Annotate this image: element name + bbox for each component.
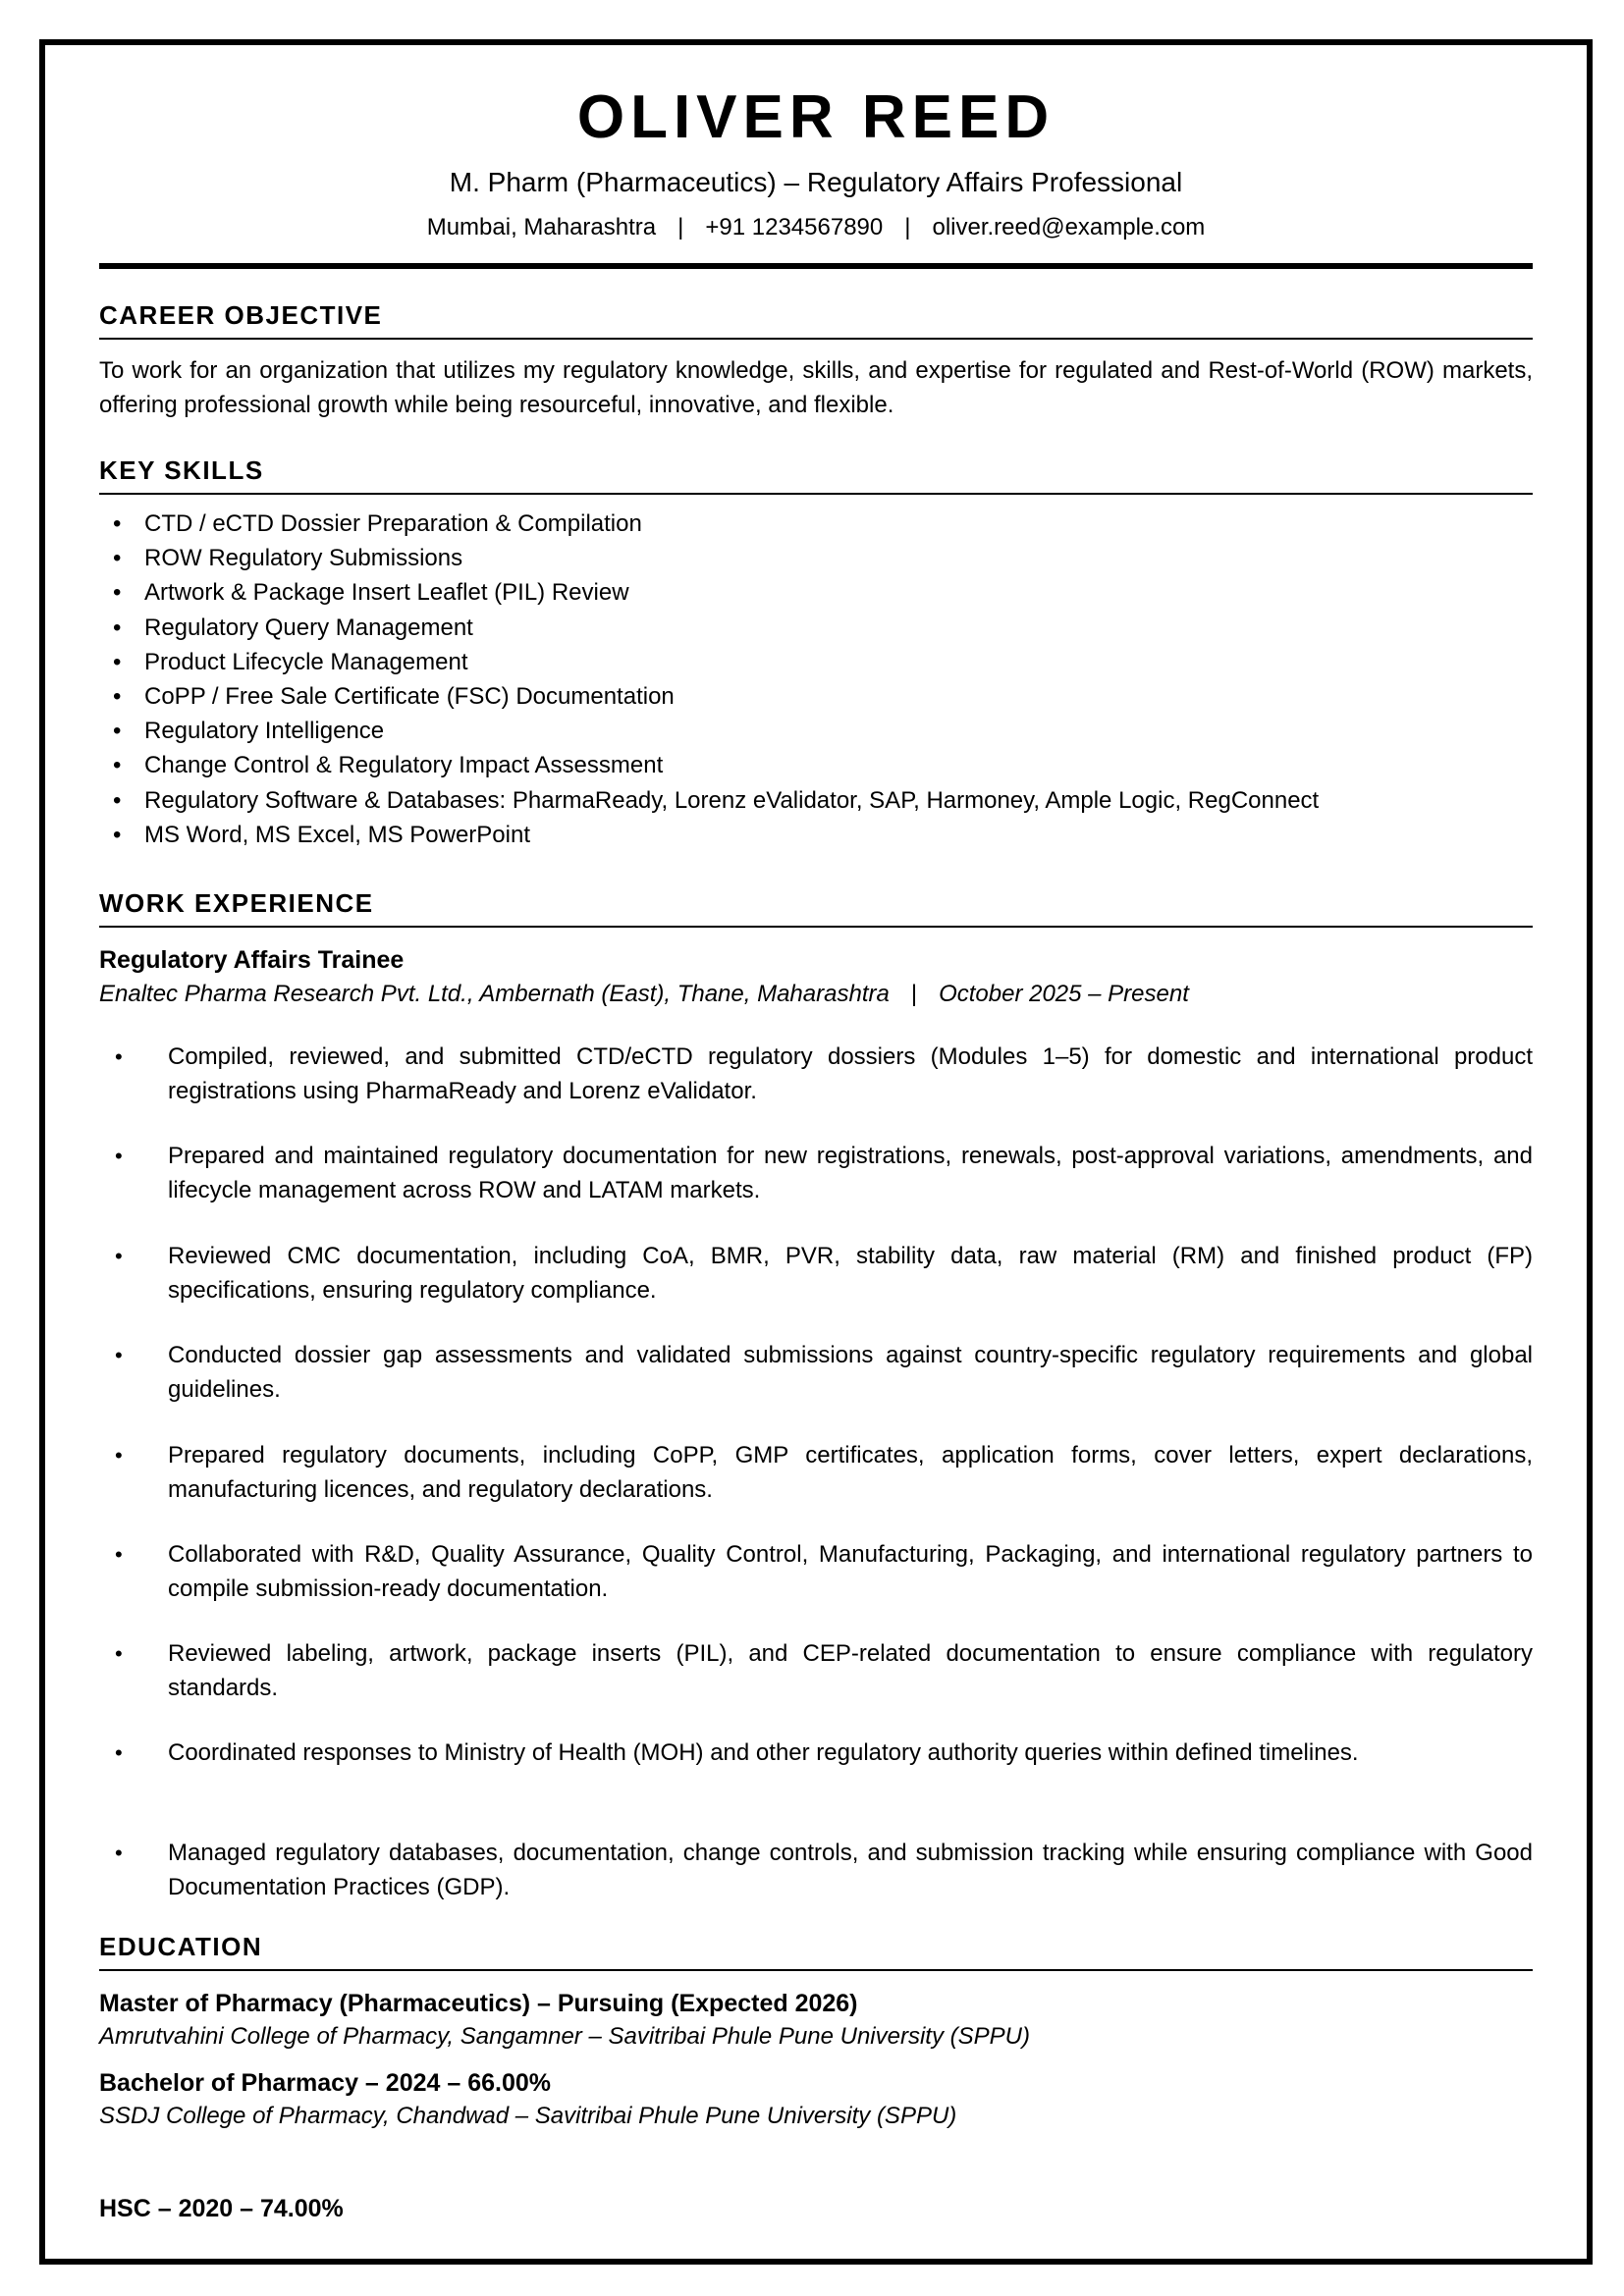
contact-separator: | — [904, 214, 911, 240]
responsibility-item: • Prepared regulatory documents, including CoPP, GMP certificates, application forms, cover letters, expert declarations, manufacturing licences, and regulatory declarations. — [115, 1442, 1533, 1503]
education-degree: Bachelor of Pharmacy – 2024 – 66.00% — [99, 2069, 551, 2097]
contact-line — [99, 212, 1533, 243]
responsibility-item: • Coordinated responses to Ministry of Health (MOH) and other regulatory authority queries within defined timelines. — [115, 1739, 1359, 1766]
job-dates: October 2025 – Present — [939, 981, 1189, 1007]
education-institution: Amrutvahini College of Pharmacy, Sangamner – Savitribai Phule Pune University (SPPU) — [99, 2023, 1030, 2050]
email-link[interactable]: oliver.reed@example.com — [932, 214, 1206, 240]
section-heading-objective: CAREER OBJECTIVE — [99, 298, 1533, 340]
responsibility-item: • Reviewed CMC documentation, including CoA, BMR, PVR, stability data, raw material (RM) and finished product (FP) specifications, ensuring regulatory compliance. — [115, 1243, 1533, 1304]
location: Mumbai, Maharashtra — [426, 214, 657, 240]
phone[interactable]: +91 1234567890 — [705, 214, 884, 240]
section-heading-skills: KEY SKILLS — [99, 454, 1533, 495]
education-degree: HSC – 2020 – 74.00% — [99, 2195, 344, 2222]
skill-item: • Change Control & Regulatory Impact Assessment — [113, 752, 664, 779]
skill-item: • Artwork & Package Insert Leaflet (PIL) Review — [113, 579, 629, 607]
responsibility-item: • Compiled, reviewed, and submitted CTD/eCTD regulatory dossiers (Modules 1–5) for domestic and international product registrations using PharmaReady and Lorenz eValidator. — [115, 1043, 1533, 1104]
job-separator: | — [910, 981, 918, 1007]
header-divider — [99, 263, 1533, 269]
skill-item: • MS Word, MS Excel, MS PowerPoint — [113, 821, 530, 848]
skill-item: • ROW Regulatory Submissions — [113, 545, 463, 572]
objective-text: To work for an organization that utilizes my regulatory knowledge, skills, and expertise for regulated and Rest-of-World (ROW) markets, offering professional growth while being resourceful, innovative, and flexible. — [99, 357, 1533, 418]
skill-item: • Regulatory Query Management — [113, 614, 473, 641]
skill-item: • CTD / eCTD Dossier Preparation & Compilation — [113, 510, 642, 537]
responsibility-item: • Prepared and maintained regulatory documentation for new registrations, renewals, post-approval variations, amendments, and lifecycle management across ROW and LATAM markets. — [115, 1143, 1533, 1203]
section-heading-education: EDUCATION — [99, 1930, 1533, 1971]
responsibility-item: • Conducted dossier gap assessments and validated submissions against country-specific regulatory requirements and global guidelines. — [115, 1342, 1533, 1403]
responsibility-item: • Collaborated with R&D, Quality Assurance, Quality Control, Manufacturing, Packaging, and international regulatory partners to compile submission-ready documentation. — [115, 1541, 1533, 1602]
education-institution: SSDJ College of Pharmacy, Chandwad – Savitribai Phule Pune University (SPPU) — [99, 2103, 957, 2129]
contact-separator: | — [677, 214, 684, 240]
section-heading-experience: WORK EXPERIENCE — [99, 886, 1533, 928]
responsibility-item: • Managed regulatory databases, documentation, change controls, and submission tracking while ensuring compliance with Good Documentation Practices (GDP). — [115, 1840, 1533, 1900]
professional-title: M. Pharm (Pharmaceutics) – Regulatory Affairs Professional — [449, 167, 1183, 197]
skill-item: • Regulatory Software & Databases: PharmaReady, Lorenz eValidator, SAP, Harmoney, Ample Logic, RegConnect — [113, 786, 1320, 814]
skill-item: • Product Lifecycle Management — [113, 648, 468, 675]
company-name: Enaltec Pharma Research Pvt. Ltd., Ambernath (East), Thane, Maharashtra — [99, 981, 890, 1007]
skills-list — [99, 507, 1533, 852]
education-degree: Master of Pharmacy (Pharmaceutics) – Pursuing (Expected 2026) — [99, 1990, 858, 2017]
job-meta — [99, 978, 1189, 1011]
responsibility-item: • Reviewed labeling, artwork, package inserts (PIL), and CEP-related documentation to ensure compliance with regulatory standards. — [115, 1640, 1533, 1701]
job-title: Regulatory Affairs Trainee — [99, 946, 405, 974]
skill-item: • Regulatory Intelligence — [113, 718, 385, 745]
candidate-name: OLIVER REED — [576, 83, 1056, 151]
skill-item: • CoPP / Free Sale Certificate (FSC) Documentation — [113, 683, 675, 711]
